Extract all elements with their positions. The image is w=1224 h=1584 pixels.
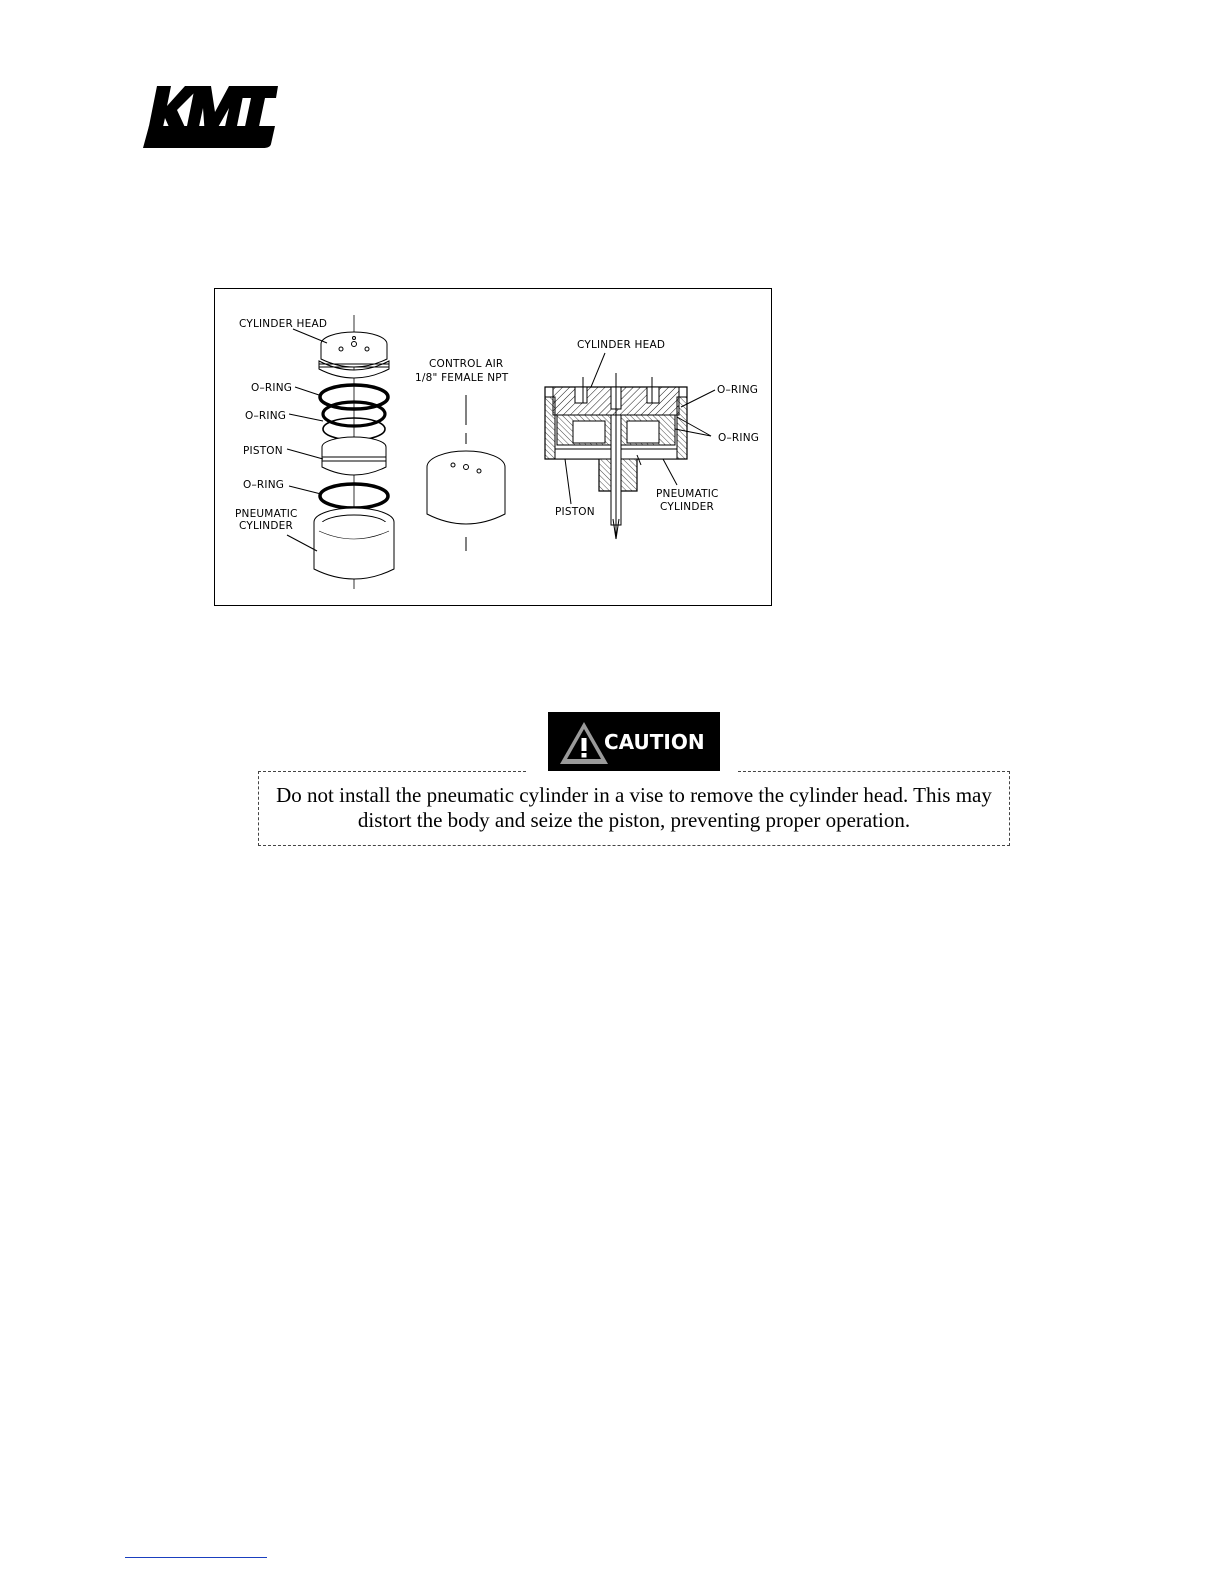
caution-text: Do not install the pneumatic cylinder in a vise to remove the cylinder head. This may distort the body and seize the piston, preventing proper operation. [276, 783, 992, 832]
label-control-air-1: CONTROL AIR [429, 358, 504, 370]
label-piston-right: PISTON [555, 506, 595, 518]
exploded-and-section-diagram [215, 289, 773, 607]
label-pneumatic-left-1: PNEUMATIC [235, 508, 298, 520]
label-pneumatic-right-1: PNEUMATIC [656, 488, 719, 500]
label-o-ring-3: O–RING [243, 479, 285, 491]
kmt-logo [143, 84, 278, 150]
caution-badge [548, 712, 720, 771]
label-o-ring-right-2: O–RING [718, 432, 760, 444]
pneumatic-cylinder-figure [214, 288, 772, 606]
footer-link-line[interactable] [125, 1557, 267, 1558]
label-cylinder-head-left: CYLINDER HEAD [239, 318, 328, 330]
label-pneumatic-right-2: CYLINDER [660, 501, 714, 513]
label-control-air-2: 1/8" FEMALE NPT [415, 372, 509, 384]
label-pneumatic-left-2: CYLINDER [239, 520, 293, 532]
caution-box [258, 771, 1010, 846]
label-piston-left: PISTON [243, 445, 283, 457]
label-o-ring-2: O–RING [245, 410, 287, 422]
label-o-ring-right-1: O–RING [717, 384, 759, 396]
caution-label: CAUTION [604, 730, 705, 754]
label-o-ring-1: O–RING [251, 382, 293, 394]
label-cylinder-head-right: CYLINDER HEAD [577, 339, 666, 351]
